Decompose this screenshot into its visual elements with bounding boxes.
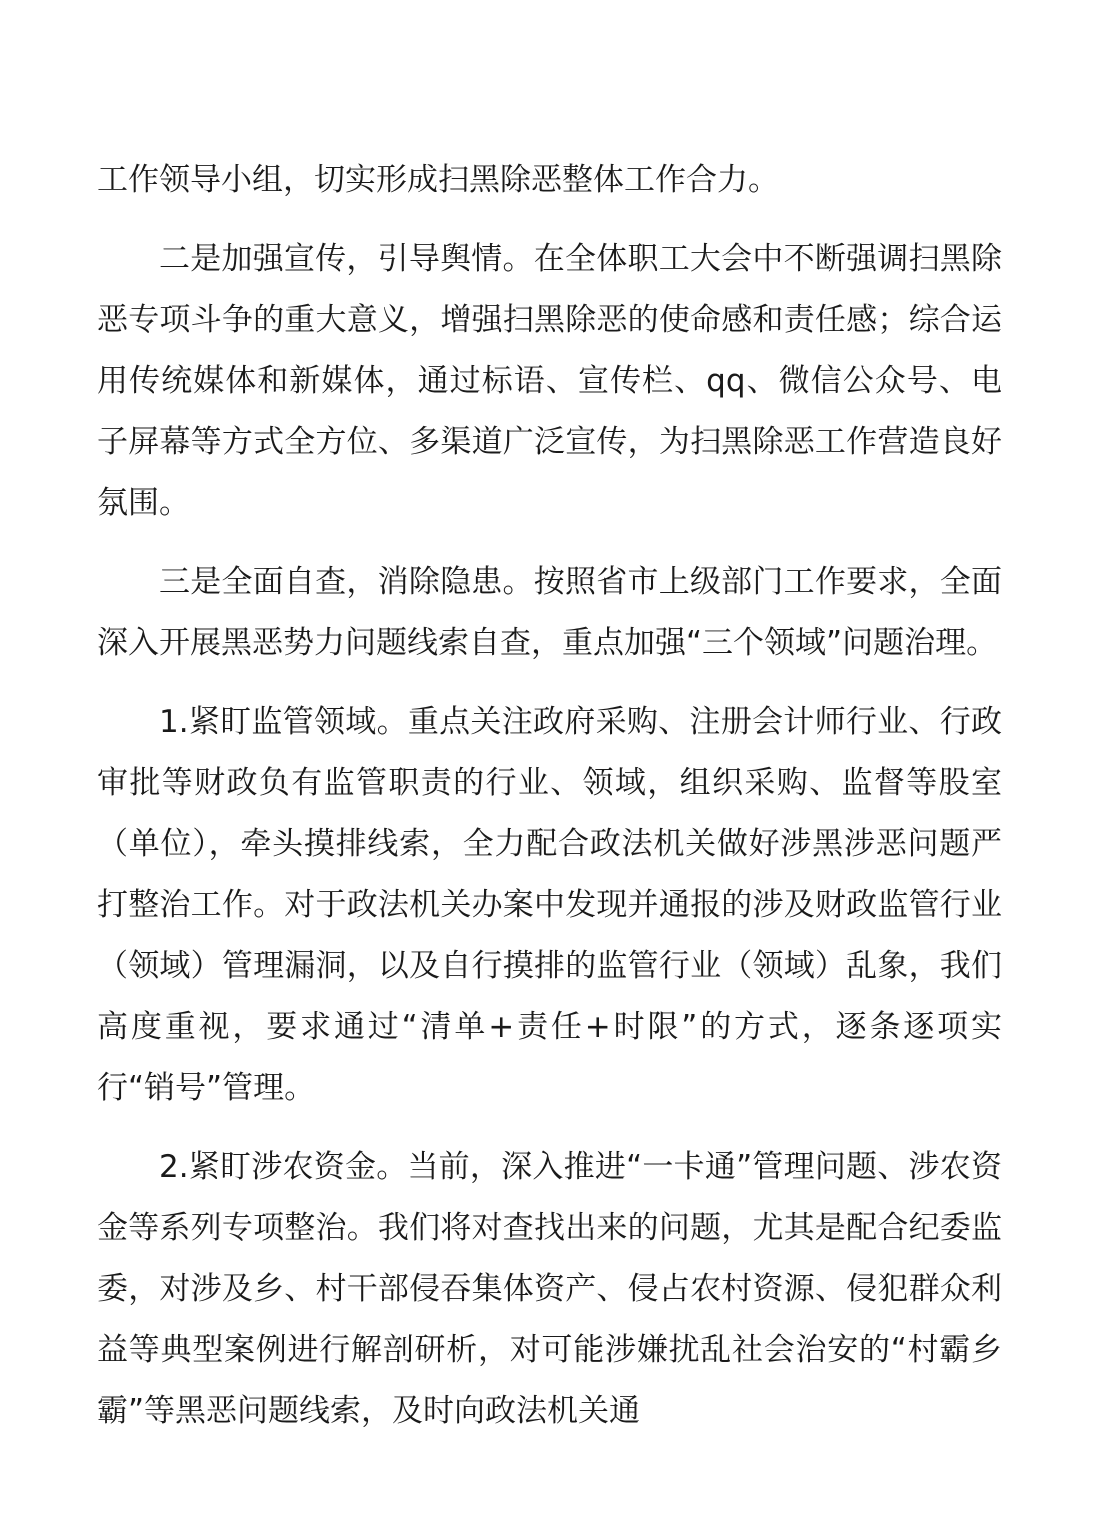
- paragraph-supervision-field: 1.紧盯监管领域。重点关注政府采购、注册会计师行业、行政审批等财政负有监管职责的行业、领域，组织采购、监督等股室（单位），牵头摸排线索，全力配合政法机关做好涉黑涉恶问题严打整治工作。对于政法机关办案中发现并通报的涉及财政监管行业（领域）管理漏洞，以及自行摸排的监管行业（领域）乱象，我们高度重视，要求通过“清单+责任+时限”的方式，逐条逐项实行“销号”管理。: [97, 704, 1002, 1106]
- paragraph-publicity: 二是加强宣传，引导舆情。在全体职工大会中不断强调扫黑除恶专项斗争的重大意义，增强扫黑除恶的使命感和责任感；综合运用传统媒体和新媒体，通过标语、宣传栏、qq、微信公众号、电子屏幕等方式全方位、多渠道广泛宣传，为扫黑除恶工作营造良好氛围。: [97, 241, 1002, 521]
- paragraph-self-inspection: 三是全面自查，消除隐患。按照省市上级部门工作要求，全面深入开展黑恶势力问题线索自查，重点加强“三个领域”问题治理。: [97, 564, 1002, 661]
- paragraph-continuation: 工作领导小组，切实形成扫黑除恶整体工作合力。: [97, 162, 779, 198]
- paragraph-agricultural-funds: 2.紧盯涉农资金。当前，深入推进“一卡通”管理问题、涉农资金等系列专项整治。我们将对查找出来的问题，尤其是配合纪委监委，对涉及乡、村干部侵吞集体资产、侵占农村资源、侵犯群众利益等典型案例进行解剖研析，对可能涉嫌扰乱社会治安的“村霸乡霸”等黑恶问题线索，及时向政法机关通: [97, 1149, 1002, 1429]
- document-body: [97, 150, 1002, 1460]
